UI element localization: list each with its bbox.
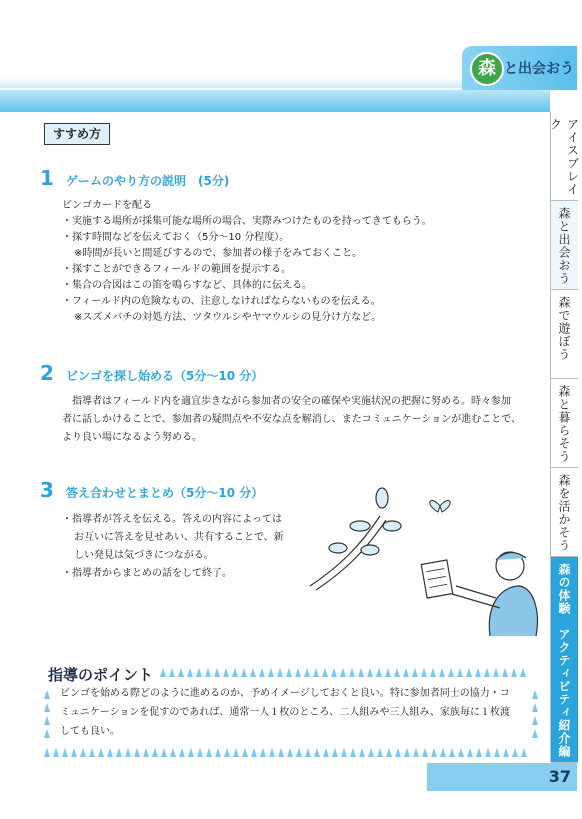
section-title: ビンゴを探し始める（5分～10 分） [66, 369, 264, 383]
body-line: ・指導者からまとめの話をして終了。 [62, 568, 232, 579]
body-line: お互いに答えを見せあい、共有することで、新 [74, 532, 284, 543]
section-body [62, 511, 284, 583]
tree-border-top [160, 668, 529, 677]
chapter-title: と出会おう [504, 61, 574, 77]
tree-border-bottom [44, 748, 530, 757]
section-title: ゲームのやり方の説明 (5分) [66, 174, 230, 188]
body-line: 者に話しかけることで、参加者の疑問点や不安な点を解消し、またコミュニケーションが進むことで、 [62, 414, 521, 425]
sidebar-tab-label: 森を活かそう [557, 474, 571, 552]
point-body [60, 684, 540, 741]
sidebar-tab-label: 森と暮らそう [557, 385, 571, 463]
body-line: しい発見は気づきにつながる。 [74, 550, 214, 561]
body-line: 指導者はフィールド内を適宜歩きながら参加者の安全の確保や実施状況の把握に努める。時々参加 [72, 396, 511, 407]
section-body [62, 198, 432, 326]
chapter-sidebar [550, 112, 578, 762]
point-title: 指導のポイント [48, 666, 154, 684]
sidebar-tab-meet-forest[interactable] [551, 201, 578, 290]
body-line: ・探すことができるフィールドの範囲を提示する。 [62, 264, 291, 275]
section-number: 3 [40, 478, 54, 502]
sidebar-tab-icebreak[interactable] [548, 112, 580, 201]
body-line: ビンゴカードを配る [62, 200, 152, 211]
sidebar-tab-label: 森と出会おう [557, 207, 571, 285]
branch-illustration [310, 488, 401, 590]
person-with-bingo-card [421, 552, 537, 636]
section-title: 答え合わせとまとめ（5分～10 分） [66, 486, 264, 500]
body-line: ・探す時間などを伝えておく（5分～10 分程度）。 [62, 232, 290, 243]
sidebar-tab-label: アイスブレイク [548, 118, 580, 196]
body-line: ・集合の合図はこの笛を鳴らすなど、具体的に伝える。 [62, 280, 312, 291]
body-line: しても良い。 [60, 726, 120, 737]
sidebar-tab-play-forest[interactable] [551, 290, 578, 379]
tree-border-left [44, 690, 50, 742]
page-number: 37 [548, 767, 571, 786]
section-number: 2 [40, 361, 54, 385]
section-number: 1 [40, 166, 54, 190]
body-line: ※時間が長いと間延びするので、参加者の様子をみておくこと。 [74, 248, 363, 259]
illustration [300, 486, 540, 636]
chapter-circle-badge: 森 [470, 52, 504, 86]
sidebar-tab-label: 森で遊ぼう [557, 296, 571, 361]
body-line: ・実施する場所が採集可能な場所の場合、実際みつけたものを持ってきてもらう。 [62, 216, 432, 227]
body-line: より良い場になるよう努める。 [62, 432, 202, 443]
sidebar-tab-use-forest[interactable] [551, 468, 578, 557]
body-line: ミュニケーションを促すのであれば、通常一人１枚のところ、二人組みや三人組み、家族毎に１枚渡 [60, 707, 510, 718]
body-line: ※スズメバチの対処方法、ツタウルシやヤマウルシの見分け方など。 [74, 312, 382, 323]
page-number-box [427, 763, 577, 791]
sidebar-tab-activity-intro[interactable] [551, 557, 578, 763]
body-line: ・指導者が答えを伝える。答えの内容によっては [62, 514, 282, 525]
sidebar-tab-label: 森の体験 アクティビティ紹介編 [557, 563, 571, 758]
body-line: ビンゴを始める際どのように進めるのか、予めイメージしておくと良い。特に参加者同士の協力・コ [60, 688, 510, 699]
section-body [62, 393, 521, 447]
body-line: ・フィールド内の危険なもの、注意しなければならないものを伝える。 [62, 296, 381, 307]
howto-label: すすめ方 [44, 123, 110, 145]
butterfly-illustration [430, 500, 450, 512]
sidebar-tab-live-forest[interactable] [551, 379, 578, 468]
